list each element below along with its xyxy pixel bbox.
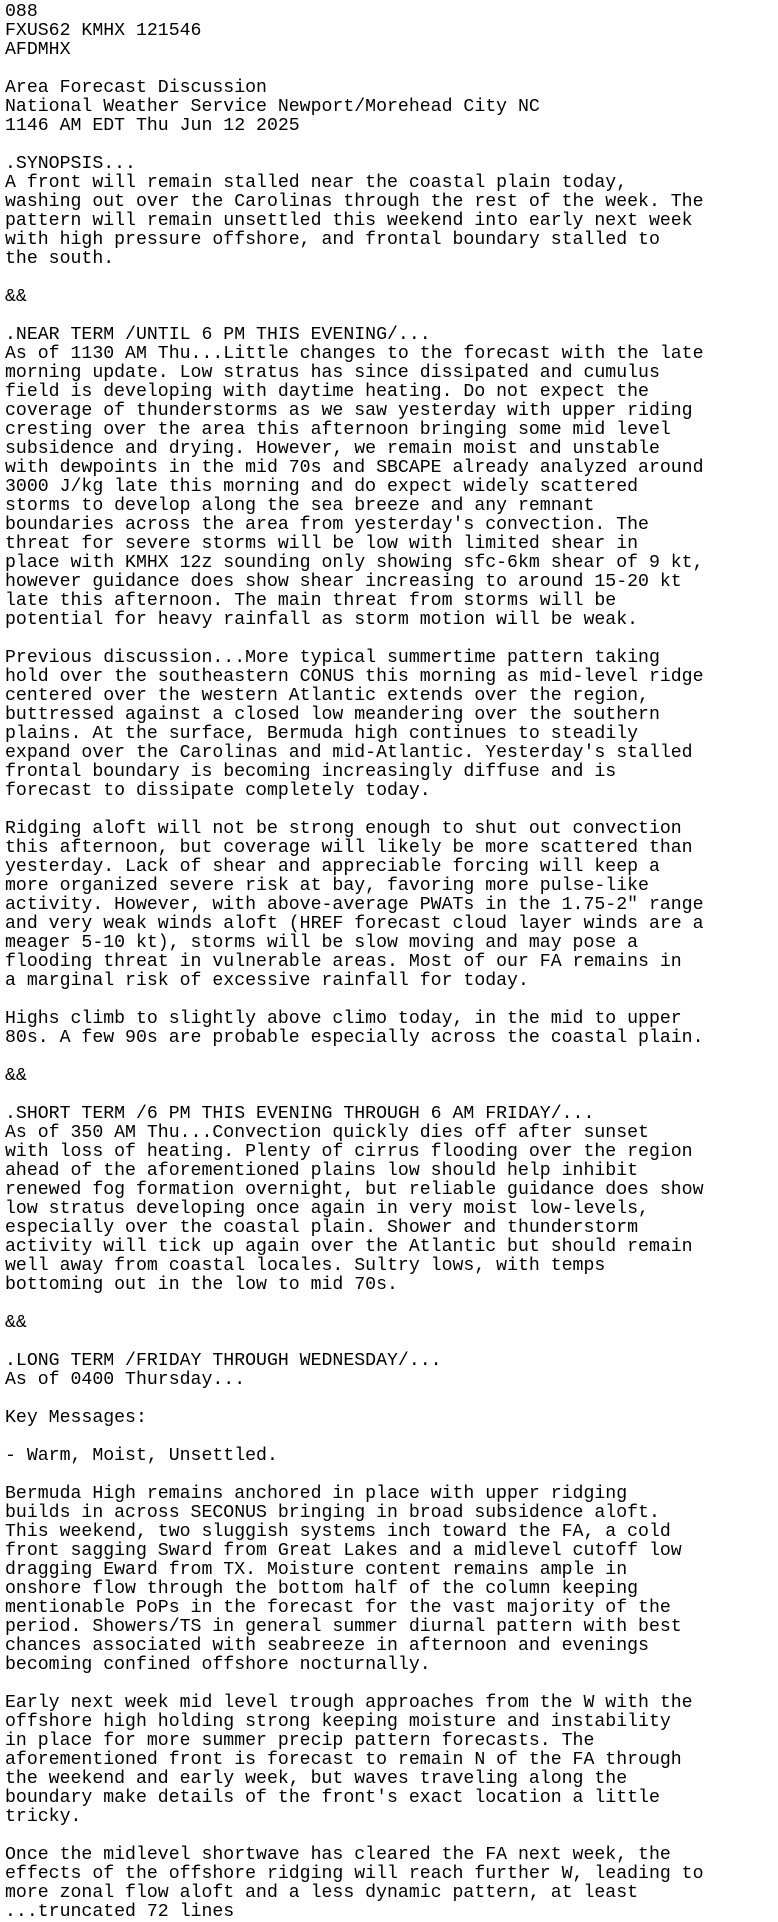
forecast-discussion-text: 088 FXUS62 KMHX 121546 AFDMHX Area Forecast Discussion National Weather Service Newport/Morehead City NC 1146 AM EDT Thu Jun 12 2025 .SYNOPSIS... A front will remain stalled near the coastal plain today, washing out over the Carolinas through the rest of the week. The pattern will remain unsettled this weekend into early next week with high pressure offshore, and frontal boundary stalled to the south. && .NEAR TERM /UNTIL 6 PM THIS EVENING/... As of 1130 AM Thu...Little changes to the forecast with the late morning update. Low stratus has since dissipated and cumulus field is developing with daytime heating. Do not expect the coverage of thunderstorms as we saw yesterday with upper riding cresting over the area this afternoon bringing some mid level subsidence and drying. However, we remain moist and unstable with dewpoints in the mid 70s and SBCAPE already analyzed around 3000 J/kg late this morning and do expect widely scattered storms to develop along the sea breeze and any remnant boundaries across the area from yesterday's convection. The threat for severe storms will be low with limited shear in place with KMHX 12z sounding only showing sfc-6km shear of 9 kt, however guidance does show shear increasing to around 15-20 kt late this afternoon. The main threat from storms will be potential for heavy rainfall as storm motion will be weak. Previous discussion...More typical summertime pattern taking hold over the southeastern CONUS this morning as mid-level ridge centered over the western Atlantic extends over the region, buttressed against a closed low meandering over the southern plains. At the surface, Bermuda high continues to steadily expand over the Carolinas and mid-Atlantic. Yesterday's stalled frontal boundary is becoming increasingly diffuse and is forecast to dissipate completely today. Ridging aloft will not be strong enough to shut out convection this afternoon, but coverage will likely be more scattered than yesterday. Lack of shear and appreciable forcing will keep a more organized severe risk at bay, favoring more pulse-like activity. However, with above-average PWATs in the 1.75-2" range and very weak winds aloft (HREF forecast cloud layer winds are a meager 5-10 kt), storms will be slow moving and may pose a flooding threat in vulnerable areas. Most of our FA remains in a marginal risk of excessive rainfall for today. Highs climb to slightly above climo today, in the mid to upper 80s. A few 90s are probable especially across the coastal plain. && .SHORT TERM /6 PM THIS EVENING THROUGH 6 AM FRIDAY/... As of 350 AM Thu...Convection quickly dies off after sunset with loss of heating. Plenty of cirrus flooding over the region ahead of the aforementioned plains low should help inhibit renewed fog formation overnight, but reliable guidance does show low stratus developing once again in very moist low-levels, especially over the coastal plain. Shower and thunderstorm activity will tick up again over the Atlantic but should remain well away from coastal locales. Sultry lows, with temps bottoming out in the low to mid 70s. && .LONG TERM /FRIDAY THROUGH WEDNESDAY/... As of 0400 Thursday... Key Messages: - Warm, Moist, Unsettled. Bermuda High remains anchored in place with upper ridging builds in across SECONUS bringing in broad subsidence aloft. This weekend, two sluggish systems inch toward the FA, a cold front sagging Sward from Great Lakes and a midlevel cutoff low dragging Eward from TX. Moisture content remains ample in onshore flow through the bottom half of the column keeping mentionable PoPs in the forecast for the vast majority of the period. Showers/TS in general summer diurnal pattern with best chances associated with seabreeze in afternoon and evenings becoming confined offshore nocturnally. Early next week mid level trough approaches from the W with the offshore high holding strong keeping moisture and instability in place for more summer precip pattern forecasts. The aforementioned front is forecast to remain N of the FA through the weekend and early week, but waves traveling along the boundary make details of the front's exact location a little tricky. Once the midlevel shortwave has cleared the FA next week, the effects of the offshore ridging will reach further W, leading to more zonal flow aloft and a less dynamic pattern, at least ...truncated 72 lines <box>5 2 704 1922</box>
